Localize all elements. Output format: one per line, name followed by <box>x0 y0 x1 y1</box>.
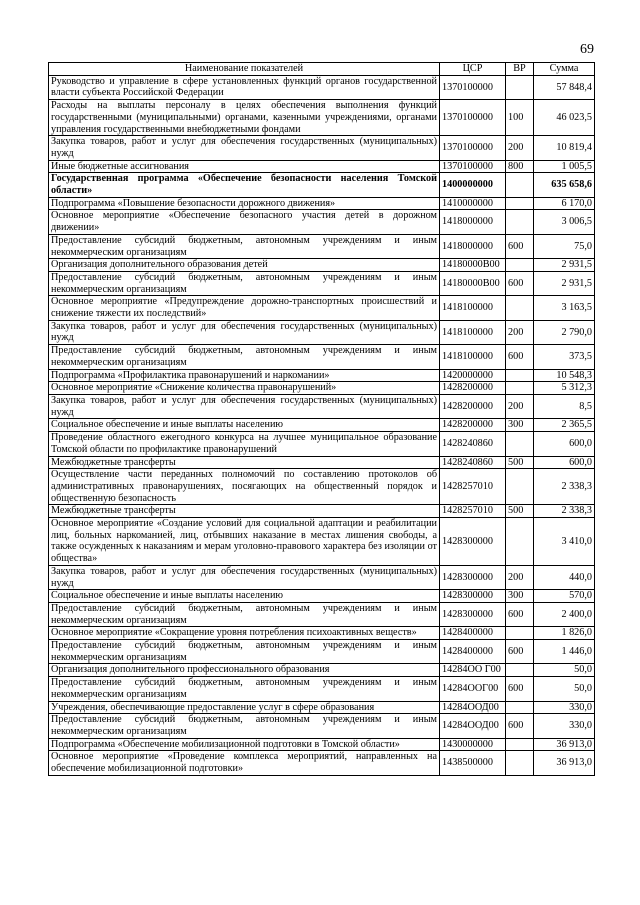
row-name-cell: Закупка товаров, работ и услуг для обеспечения государственных (муниципальных) нужд <box>49 394 440 418</box>
row-name-cell: Социальное обеспечение и иные выплаты населению <box>49 590 440 603</box>
row-name-cell: Подпрограмма «Профилактика правонарушений и наркомании» <box>49 369 440 382</box>
row-vr-cell <box>506 369 534 382</box>
row-vr-cell: 200 <box>506 394 534 418</box>
row-sum-cell: 600,0 <box>534 432 595 456</box>
row-sum-cell: 635 658,6 <box>534 173 595 197</box>
row-csr-cell: 1428200000 <box>440 382 506 395</box>
table-row <box>49 751 595 775</box>
table-row <box>49 602 595 626</box>
row-sum-cell: 2 338,3 <box>534 469 595 505</box>
row-csr-cell: 1428257010 <box>440 505 506 518</box>
row-sum-cell: 36 913,0 <box>534 738 595 751</box>
row-sum-cell: 1 446,0 <box>534 640 595 664</box>
row-name-cell: Основное мероприятие «Снижение количества правонарушений» <box>49 382 440 395</box>
row-name-cell: Осуществление части переданных полномочий по составлению протоколов об административных правонарушениях, посягающих на общественный порядок и общественную безопасность <box>49 469 440 505</box>
table-row <box>49 234 595 258</box>
row-sum-cell: 330,0 <box>534 701 595 714</box>
row-vr-cell: 600 <box>506 602 534 626</box>
row-vr-cell: 300 <box>506 590 534 603</box>
table-row <box>49 565 595 589</box>
row-vr-cell <box>506 259 534 272</box>
row-csr-cell: 1370100000 <box>440 160 506 173</box>
row-csr-cell: 1428400000 <box>440 627 506 640</box>
table-row <box>49 382 595 395</box>
row-name-cell: Проведение областного ежегодного конкурса на лучшее муниципальное образование Томской области по профилактике правонарушений <box>49 432 440 456</box>
header-csr: ЦСР <box>440 63 506 76</box>
row-vr-cell: 600 <box>506 271 534 295</box>
table-row <box>49 469 595 505</box>
row-sum-cell: 2 931,5 <box>534 271 595 295</box>
row-sum-cell: 600,0 <box>534 456 595 469</box>
row-vr-cell: 300 <box>506 419 534 432</box>
row-vr-cell <box>506 197 534 210</box>
row-name-cell: Организация дополнительного образования детей <box>49 259 440 272</box>
table-row <box>49 456 595 469</box>
row-vr-cell: 200 <box>506 320 534 344</box>
table-row <box>49 505 595 518</box>
row-vr-cell <box>506 75 534 99</box>
row-vr-cell <box>506 664 534 677</box>
table-row <box>49 210 595 234</box>
row-csr-cell: 1428300000 <box>440 602 506 626</box>
table-row <box>49 738 595 751</box>
row-name-cell: Предоставление субсидий бюджетным, автономным учреждениям и иным некоммерческим организациям <box>49 602 440 626</box>
row-csr-cell: 1428240860 <box>440 432 506 456</box>
row-name-cell: Предоставление субсидий бюджетным, автономным учреждениям и иным некоммерческим организациям <box>49 234 440 258</box>
row-csr-cell: 1400000000 <box>440 173 506 197</box>
row-sum-cell: 46 023,5 <box>534 100 595 136</box>
row-name-cell: Предоставление субсидий бюджетным, автономным учреждениям и иным некоммерческим организациям <box>49 714 440 738</box>
row-csr-cell: 14284ООД00 <box>440 714 506 738</box>
table-header-row <box>49 63 595 76</box>
row-name-cell: Межбюджетные трансферты <box>49 456 440 469</box>
table-row <box>49 259 595 272</box>
row-sum-cell: 1 005,5 <box>534 160 595 173</box>
row-sum-cell: 10 548,3 <box>534 369 595 382</box>
row-csr-cell: 1370100000 <box>440 136 506 160</box>
row-sum-cell: 440,0 <box>534 565 595 589</box>
row-sum-cell: 2 338,3 <box>534 505 595 518</box>
table-row <box>49 677 595 701</box>
row-csr-cell: 1428300000 <box>440 518 506 566</box>
header-name: Наименование показателей <box>49 63 440 76</box>
row-vr-cell: 500 <box>506 505 534 518</box>
row-vr-cell: 100 <box>506 100 534 136</box>
row-name-cell: Организация дополнительного профессионального образования <box>49 664 440 677</box>
table-row <box>49 100 595 136</box>
row-vr-cell: 600 <box>506 345 534 369</box>
row-vr-cell <box>506 469 534 505</box>
row-name-cell: Социальное обеспечение и иные выплаты населению <box>49 419 440 432</box>
table-body <box>49 75 595 775</box>
row-csr-cell: 1418000000 <box>440 210 506 234</box>
row-name-cell: Иные бюджетные ассигнования <box>49 160 440 173</box>
table-row <box>49 160 595 173</box>
row-name-cell: Основное мероприятие «Предупреждение дорожно-транспортных происшествий и снижение тяжести их последствий» <box>49 296 440 320</box>
row-name-cell: Предоставление субсидий бюджетным, автономным учреждениям и иным некоммерческим организациям <box>49 677 440 701</box>
row-name-cell: Основное мероприятие «Сокращение уровня потребления психоактивных веществ» <box>49 627 440 640</box>
table-row <box>49 714 595 738</box>
row-vr-cell <box>506 627 534 640</box>
row-sum-cell: 3 163,5 <box>534 296 595 320</box>
row-vr-cell: 500 <box>506 456 534 469</box>
row-sum-cell: 5 312,3 <box>534 382 595 395</box>
row-csr-cell: 1428300000 <box>440 565 506 589</box>
table-row <box>49 271 595 295</box>
table-row <box>49 173 595 197</box>
row-name-cell: Закупка товаров, работ и услуг для обеспечения государственных (муниципальных) нужд <box>49 320 440 344</box>
row-vr-cell: 600 <box>506 640 534 664</box>
row-sum-cell: 3 006,5 <box>534 210 595 234</box>
row-sum-cell: 57 848,4 <box>534 75 595 99</box>
row-csr-cell: 1428400000 <box>440 640 506 664</box>
row-csr-cell: 1428200000 <box>440 419 506 432</box>
row-name-cell: Государственная программа «Обеспечение безопасности населения Томской области» <box>49 173 440 197</box>
row-vr-cell <box>506 210 534 234</box>
row-csr-cell: 14180000В00 <box>440 259 506 272</box>
row-csr-cell: 1418100000 <box>440 296 506 320</box>
table-row <box>49 75 595 99</box>
row-sum-cell: 2 365,5 <box>534 419 595 432</box>
row-name-cell: Учреждения, обеспечивающие предоставление услуг в сфере образования <box>49 701 440 714</box>
table-row <box>49 590 595 603</box>
row-csr-cell: 1370100000 <box>440 100 506 136</box>
row-sum-cell: 10 819,4 <box>534 136 595 160</box>
row-csr-cell: 1430000000 <box>440 738 506 751</box>
row-vr-cell: 800 <box>506 160 534 173</box>
row-vr-cell <box>506 738 534 751</box>
row-vr-cell <box>506 382 534 395</box>
row-vr-cell <box>506 518 534 566</box>
row-sum-cell: 373,5 <box>534 345 595 369</box>
row-csr-cell: 1428257010 <box>440 469 506 505</box>
row-name-cell: Подпрограмма «Повышение безопасности дорожного движения» <box>49 197 440 210</box>
table-row <box>49 640 595 664</box>
row-name-cell: Руководство и управление в сфере установленных функций органов государственной власти субъекта Российской Федерации <box>49 75 440 99</box>
row-sum-cell: 6 170,0 <box>534 197 595 210</box>
row-vr-cell <box>506 173 534 197</box>
table-row <box>49 419 595 432</box>
table-row <box>49 518 595 566</box>
table-row <box>49 345 595 369</box>
row-csr-cell: 1418000000 <box>440 234 506 258</box>
row-csr-cell: 1418100000 <box>440 345 506 369</box>
table-row <box>49 664 595 677</box>
row-csr-cell: 1410000000 <box>440 197 506 210</box>
row-csr-cell: 14284ОО Г00 <box>440 664 506 677</box>
row-name-cell: Предоставление субсидий бюджетным, автономным учреждениям и иным некоммерческим организациям <box>49 271 440 295</box>
row-vr-cell <box>506 701 534 714</box>
row-sum-cell: 570,0 <box>534 590 595 603</box>
row-csr-cell: 1428300000 <box>440 590 506 603</box>
row-csr-cell: 1438500000 <box>440 751 506 775</box>
row-csr-cell: 1428240860 <box>440 456 506 469</box>
row-vr-cell: 600 <box>506 714 534 738</box>
row-csr-cell: 14180000В00 <box>440 271 506 295</box>
row-name-cell: Предоставление субсидий бюджетным, автономным учреждениям и иным некоммерческим организациям <box>49 345 440 369</box>
header-sum: Сумма <box>534 63 595 76</box>
row-name-cell: Основное мероприятие «Проведение комплекса мероприятий, направленных на обеспечение мобилизационной подготовки» <box>49 751 440 775</box>
row-csr-cell: 1428200000 <box>440 394 506 418</box>
table-row <box>49 369 595 382</box>
row-name-cell: Подпрограмма «Обеспечение мобилизационной подготовки в Томской области» <box>49 738 440 751</box>
row-sum-cell: 8,5 <box>534 394 595 418</box>
table-row <box>49 197 595 210</box>
table-row <box>49 320 595 344</box>
table-row <box>49 136 595 160</box>
row-csr-cell: 14284ООД00 <box>440 701 506 714</box>
row-sum-cell: 36 913,0 <box>534 751 595 775</box>
row-sum-cell: 50,0 <box>534 664 595 677</box>
row-name-cell: Предоставление субсидий бюджетным, автономным учреждениям и иным некоммерческим организациям <box>49 640 440 664</box>
header-vr: ВР <box>506 63 534 76</box>
row-sum-cell: 75,0 <box>534 234 595 258</box>
row-vr-cell <box>506 432 534 456</box>
row-sum-cell: 1 826,0 <box>534 627 595 640</box>
row-vr-cell: 600 <box>506 234 534 258</box>
table-row <box>49 627 595 640</box>
row-vr-cell: 200 <box>506 565 534 589</box>
row-sum-cell: 2 790,0 <box>534 320 595 344</box>
row-vr-cell <box>506 296 534 320</box>
row-csr-cell: 14284ООГ00 <box>440 677 506 701</box>
row-vr-cell: 600 <box>506 677 534 701</box>
row-vr-cell: 200 <box>506 136 534 160</box>
row-sum-cell: 2 931,5 <box>534 259 595 272</box>
row-name-cell: Закупка товаров, работ и услуг для обеспечения государственных (муниципальных) нужд <box>49 565 440 589</box>
page-number: 69 <box>580 42 594 57</box>
table-row <box>49 296 595 320</box>
row-name-cell: Закупка товаров, работ и услуг для обеспечения государственных (муниципальных) нужд <box>49 136 440 160</box>
table-row <box>49 394 595 418</box>
row-sum-cell: 330,0 <box>534 714 595 738</box>
row-csr-cell: 1370100000 <box>440 75 506 99</box>
table-row <box>49 432 595 456</box>
table-row <box>49 701 595 714</box>
row-name-cell: Расходы на выплаты персоналу в целях обеспечения выполнения функций государственными (муниципальными) органами, казенными учреждениями, органами управления государственными внебюджетными фондами <box>49 100 440 136</box>
row-sum-cell: 2 400,0 <box>534 602 595 626</box>
row-name-cell: Межбюджетные трансферты <box>49 505 440 518</box>
row-name-cell: Основное мероприятие «Обеспечение безопасного участия детей в дорожном движении» <box>49 210 440 234</box>
row-vr-cell <box>506 751 534 775</box>
budget-table <box>48 62 595 776</box>
row-sum-cell: 3 410,0 <box>534 518 595 566</box>
row-csr-cell: 1418100000 <box>440 320 506 344</box>
row-csr-cell: 1420000000 <box>440 369 506 382</box>
row-name-cell: Основное мероприятие «Создание условий для социальной адаптации и реабилитации лиц, больных наркоманией, лиц, отбывших наказание в местах лишения свободы, а также осужденных к наказаниям и мерам уголовно-правового характера без изоляции от общества» <box>49 518 440 566</box>
row-sum-cell: 50,0 <box>534 677 595 701</box>
